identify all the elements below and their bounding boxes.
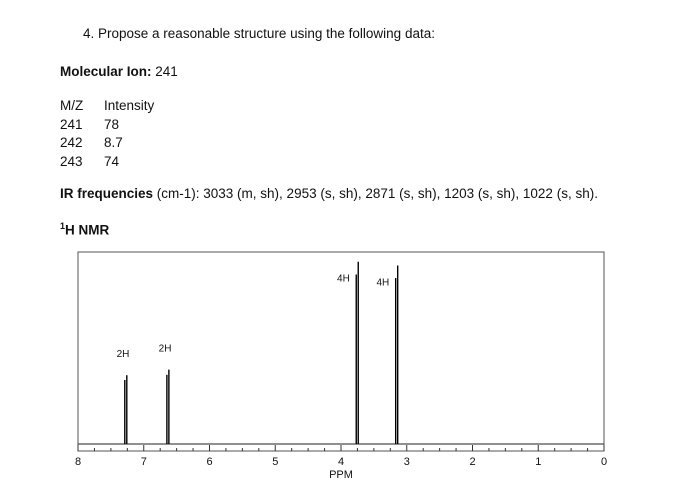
x-tick-label: 0 (600, 456, 608, 468)
peak-integration-label: 4H (337, 273, 350, 285)
x-tick-label: 1 (535, 456, 542, 468)
molecular-ion-label: Molecular Ion: (60, 64, 152, 79)
peak-integration-label: 2H (116, 349, 130, 361)
intensity-value: 78 (104, 116, 120, 132)
mz-value: 242 (60, 135, 83, 150)
x-tick-label: 8 (74, 456, 82, 468)
x-axis-label: PPM (329, 469, 353, 481)
question-text: 4. Propose a reasonable structure using the following data: (83, 26, 435, 41)
peak-integration-label: 4H (376, 277, 390, 289)
x-tick-label: 7 (140, 456, 147, 468)
mz-value: 243 (60, 153, 83, 169)
x-tick-label: 4 (337, 456, 345, 468)
intensity-header: Intensity (104, 98, 155, 113)
mz-header: M/Z (60, 98, 84, 113)
x-tick-label: 6 (206, 456, 213, 468)
ir-label: IR frequencies (60, 186, 154, 201)
ir-values: (cm-1): 3033 (m, sh), 2953 (s, sh), 2871 (s, sh), 1203 (s, sh), 1022 (s, sh). (153, 186, 598, 201)
peak-integration-label: 2H (158, 343, 172, 355)
nmr-superscript: 1 (60, 221, 66, 231)
intensity-value: 8.7 (104, 135, 123, 150)
molecular-ion-value: 241 (155, 64, 178, 79)
intensity-value: 74 (104, 153, 120, 169)
x-tick-label: 5 (272, 456, 279, 468)
x-tick-label: 2 (469, 456, 476, 468)
nmr-label: H NMR (65, 222, 110, 238)
mz-value: 241 (60, 116, 83, 132)
x-tick-label: 3 (403, 456, 410, 468)
